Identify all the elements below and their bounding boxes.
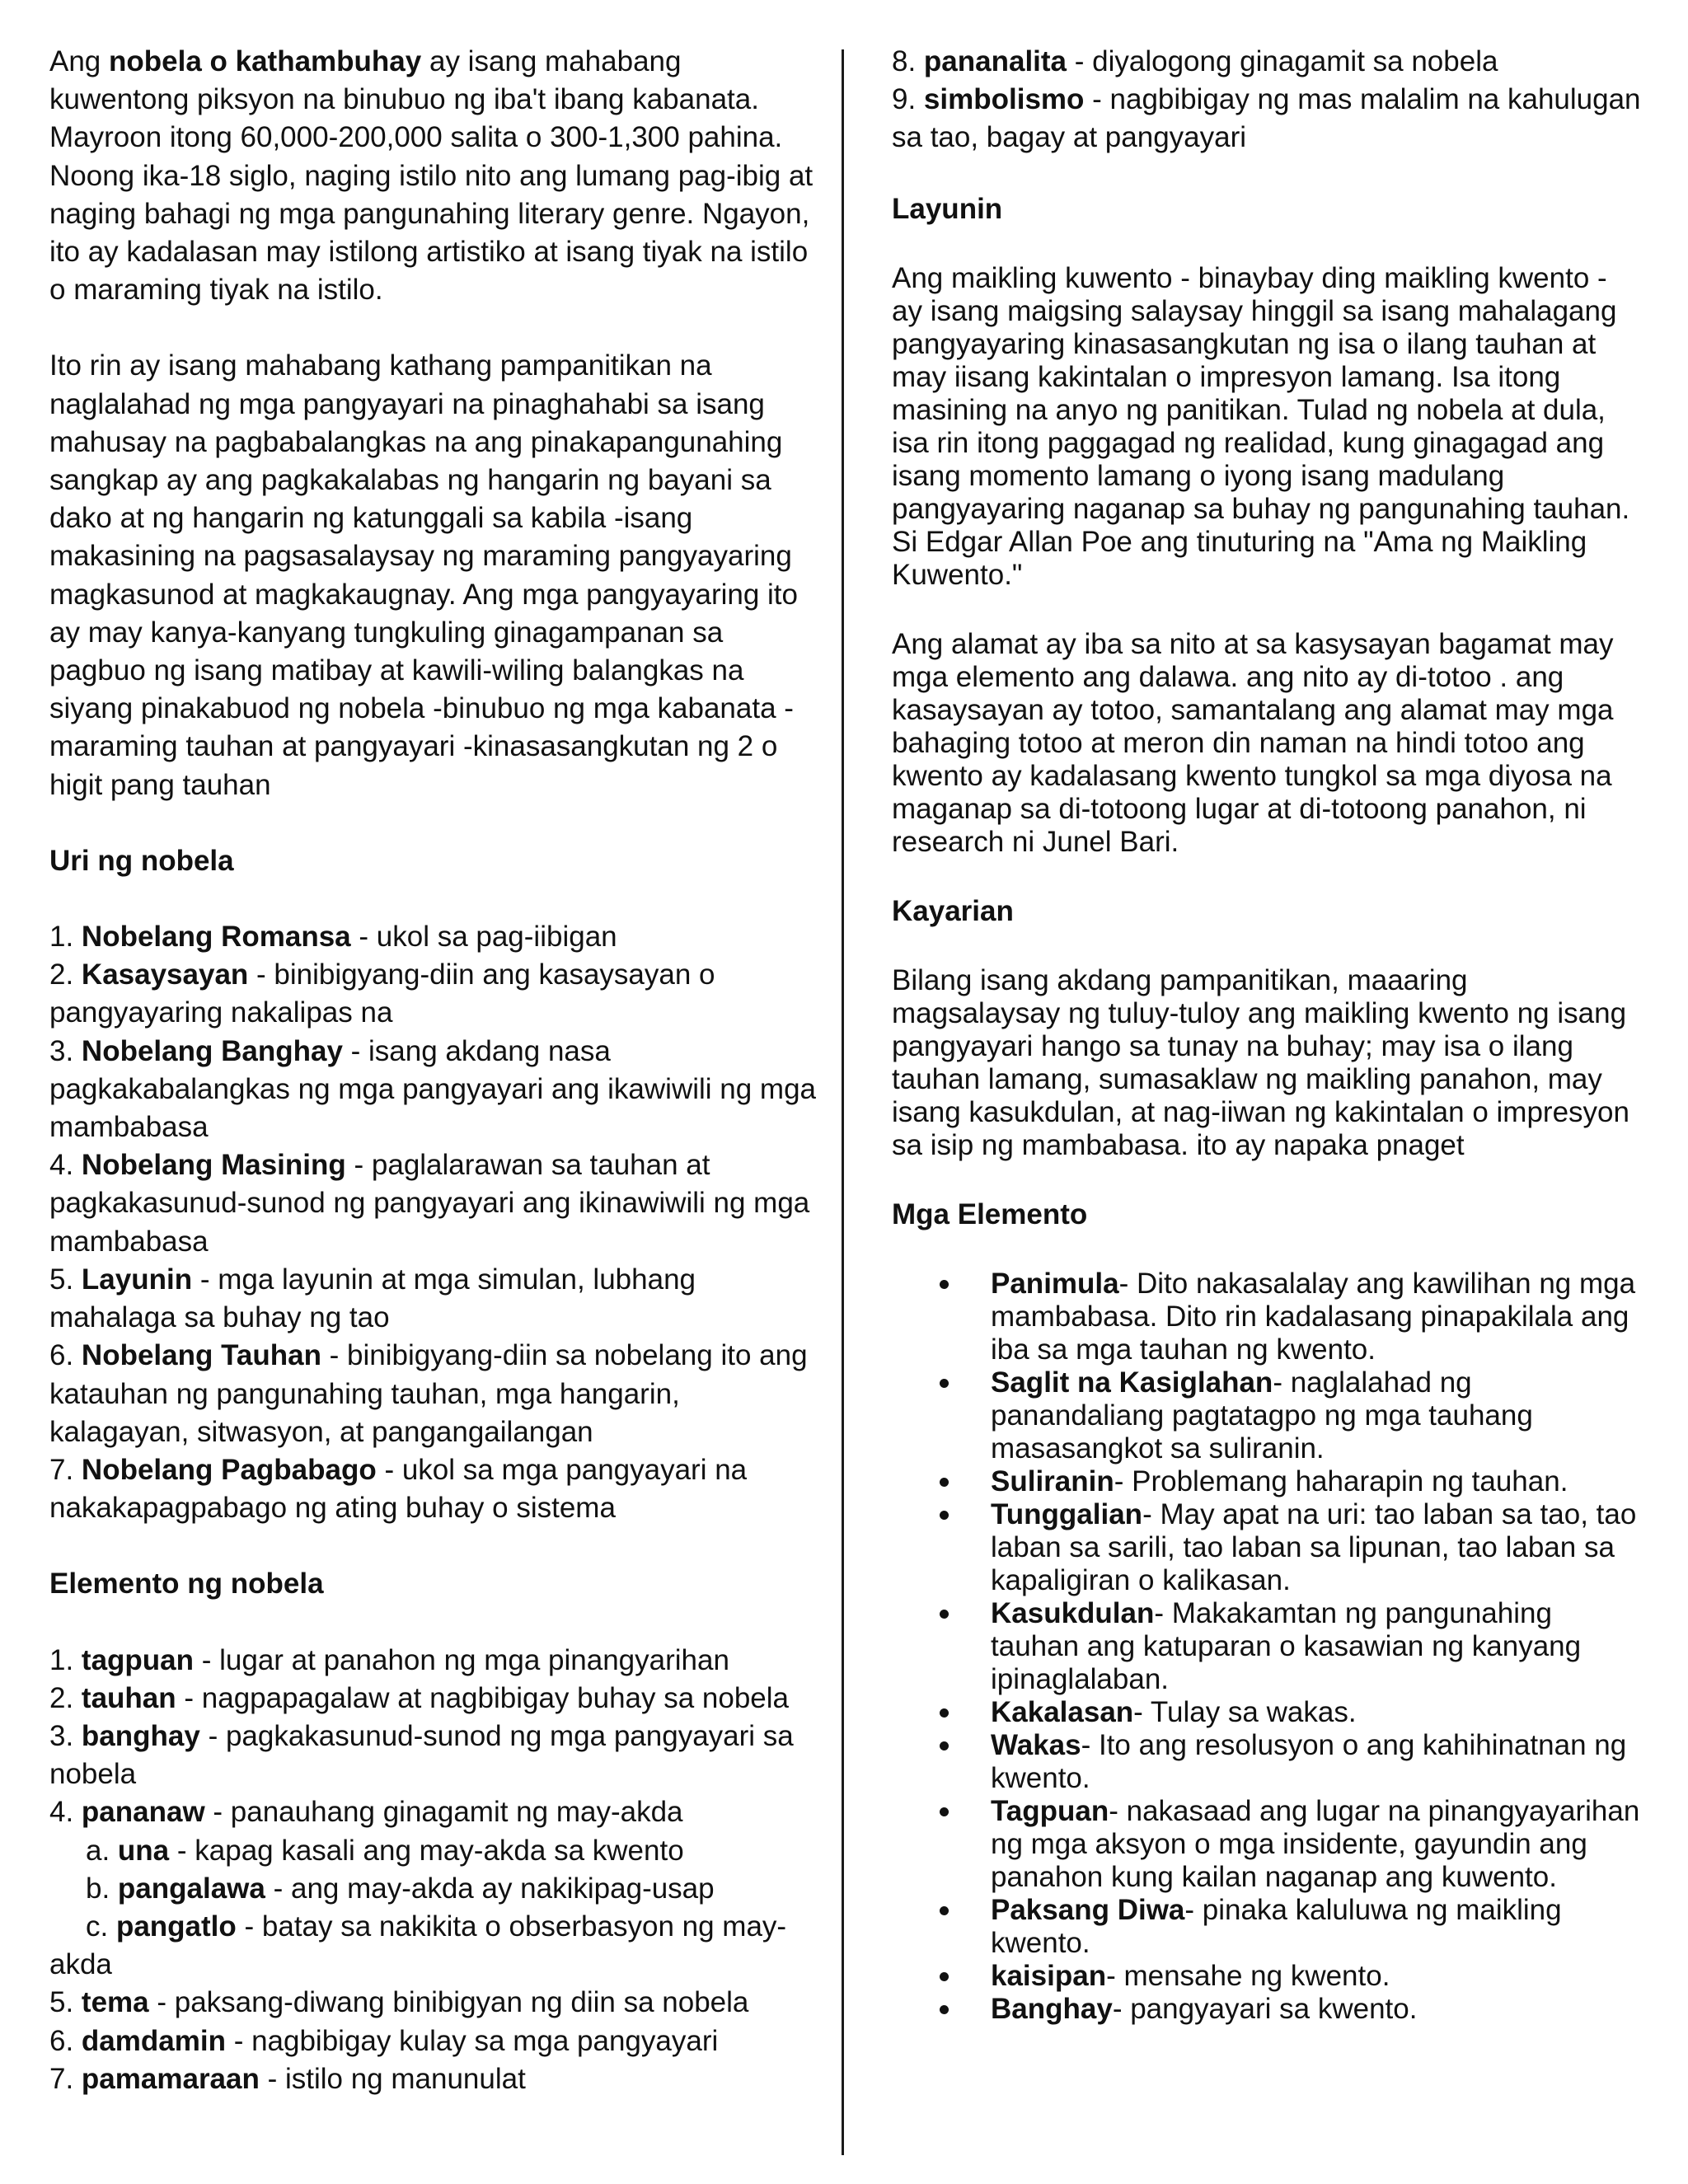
left-column	[49, 43, 816, 2098]
bullet-icon	[940, 1972, 949, 1981]
bullet-item: Saglit na Kasiglahan- naglalahad ng panandaliang pagtatagpo ng mga tauhang masasangkot sa suliranin.	[892, 1366, 1642, 1465]
elemento-item: 4. pananaw - panauhang ginagamit ng may-akda	[49, 1796, 683, 1829]
mga-elemento-list	[892, 1268, 1642, 2026]
bullet-icon	[940, 1610, 949, 1619]
elemento-item: 7. pamamaraan - istilo ng manunulat	[49, 2062, 526, 2095]
bullet-icon	[940, 1379, 949, 1388]
bullet-item: Panimula- Dito nakasalalay ang kawilihan ng mga mambabasa. Dito rin kadalasang pinapakilala ang iba sa mga tauhan ng kwento.	[892, 1268, 1642, 1366]
second-paragraph: Ito rin ay isang mahabang kathang pampanitikan na naglalahad ng mga pangyayari na pinaghahabi sa isang mahusay na pagbabalangkas na ang pinakapangunahing sangkap ay ang pagkakalabas ng hangarin ng bayani sa dako at ng hangarin ng katunggali sa kabila -isang makasining na pagsasalaysay ng maraming pangyayaring magkasunod at magkakaugnay. Ang mga pangyayaring ito ay may kanya-kanyang tungkuling ginagampanan sa pagbuo ng isang matibay at kawili-wiling balangkas na siyang pinakabuod ng nobela -binubuo ng mga kabanata -maraming tauhan at pangyayari -kinasasangkutan ng 2 o higit pang tauhan	[49, 349, 799, 801]
pananaw-subitem: a. una - kapag kasali ang may-akda sa kwento	[86, 1834, 684, 1867]
pananaw-subitem: c. pangatlo - batay sa nakikita o obserbasyon ng may-akda	[49, 1910, 787, 1981]
layunin-heading: Layunin	[892, 193, 1003, 225]
intro-term: nobela o kathambuhay	[109, 45, 422, 77]
elemento-item: 1. tagpuan - lugar at panahon ng mga pinangyarihan	[49, 1643, 729, 1676]
bullet-icon	[940, 1741, 949, 1750]
kayarian-heading: Kayarian	[892, 895, 1014, 927]
uri-item: 5. Layunin - mga layunin at mga simulan, lubhang mahalaga sa buhay ng tao	[49, 1263, 696, 1334]
elemento-list	[49, 1642, 816, 2098]
bullet-icon	[940, 1906, 949, 1915]
right-column	[892, 43, 1642, 2026]
column-divider	[842, 49, 844, 2155]
uri-heading: Uri ng nobela	[49, 844, 234, 877]
uri-item: 4. Nobelang Masining - paglalarawan sa tauhan at pagkakasunud-sunod ng pangyayari ang ikinawiwili ng mga mambabasa	[49, 1149, 810, 1258]
intro-prefix: Ang	[49, 45, 109, 77]
elemento-list-continued	[892, 43, 1642, 157]
bullet-icon	[940, 1478, 949, 1487]
bullet-item: Paksang Diwa- pinaka kaluluwa ng maikling kwento.	[892, 1894, 1642, 1960]
bullet-item: Kakalasan- Tulay sa wakas.	[892, 1696, 1642, 1729]
bullet-item: Tunggalian- May apat na uri: tao laban sa tao, tao laban sa sarili, tao laban sa lipunan, tao laban sa kapaligiran o kalikasan.	[892, 1498, 1642, 1597]
elemento-item: 3. banghay - pagkakasunud-sunod ng mga pangyayari sa nobela	[49, 1719, 794, 1791]
elemento-item: 2. tauhan - nagpapagalaw at nagbibigay buhay sa nobela	[49, 1681, 790, 1714]
layunin-paragraph: Ang maikling kuwento - binaybay ding maikling kwento - ay isang maigsing salaysay hinggil sa isang mahalagang pangyayaring kinasasangkutan ng isa o ilang tauhan at may iisang kakintalan o impresyon lamang. Isa itong masining na anyo ng panitikan. Tulad ng nobela at dula, isa rin itong paggagad ng realidad, kung ginagagad ang isang momento lamang o iyong isang madulang pangyayaring naganap sa buhay ng pangunahing tauhan. Si Edgar Allan Poe ang tinuturing na "Ama ng Maikling Kuwento."	[892, 262, 1630, 591]
bullet-icon	[940, 1280, 949, 1289]
bullet-item: Wakas- Ito ang resolusyon o ang kahihinatnan ng kwento.	[892, 1729, 1642, 1795]
kayarian-paragraph: Bilang isang akdang pampanitikan, maaaring magsalaysay ng tuluy-tuloy ang maikling kwento ng isang pangyayari hango sa tunay na buhay; may isa o ilang tauhan lamang, sumasaklaw ng maikling panahon, may isang kasukdulan, at nag-iiwan ng kakintalan o impresyon sa isip ng mambabasa. ito ay napaka pnaget	[892, 964, 1629, 1161]
bullet-icon	[940, 1807, 949, 1816]
intro-text: ay isang mahabang kuwentong piksyon na binubuo ng iba't ibang kabanata. Mayroon itong 60,000-200,000 salita o 300-1,300 pahina. Noong ika-18 siglo, naging istilo nito ang lumang pag-ibig at naging bahagi ng mga pangunahing literary genre. Ngayon, ito ay kadalasan may istilong artistiko at isang tiyak na istilo o maraming tiyak na istilo.	[49, 45, 814, 307]
uri-item: 1. Nobelang Romansa - ukol sa pag-iibigan	[49, 921, 617, 954]
uri-item: 3. Nobelang Banghay - isang akdang nasa pagkakabalangkas ng mga pangyayari ang ikawiwili ng mga mambabasa	[49, 1034, 817, 1144]
bullet-icon	[940, 2005, 949, 2014]
bullet-icon	[940, 1708, 949, 1718]
mga-elemento-heading: Mga Elemento	[892, 1198, 1088, 1230]
bullet-item: Tagpuan- nakasaad ang lugar na pinangyayarihan ng mga aksyon o mga insidente, gayundin ang panahon kung kailan naganap ang kuwento.	[892, 1795, 1642, 1894]
elemento-item: 6. damdamin - nagbibigay kulay sa mga pangyayari	[49, 2024, 719, 2057]
elemento-heading: Elemento ng nobela	[49, 1568, 324, 1601]
pananaw-subitem: b. pangalawa - ang may-akda ay nakikipag-usap	[86, 1872, 715, 1905]
bullet-icon	[940, 1511, 949, 1520]
elemento-item: 9. simbolismo - nagbibigay ng mas malalim na kahulugan sa tao, bagay at pangyayari	[892, 83, 1641, 153]
bullet-item: kaisipan- mensahe ng kwento.	[892, 1960, 1642, 1993]
bullet-item: Suliranin- Problemang haharapin ng tauhan.	[892, 1465, 1642, 1498]
elemento-item: 8. pananalita - diyalogong ginagamit sa nobela	[892, 45, 1498, 77]
elemento-item: 5. tema - paksang-diwang binibigyan ng diin sa nobela	[49, 1986, 749, 2019]
bullet-item: Kasukdulan- Makakamtan ng pangunahing tauhan ang katuparan o kasawian ng kanyang ipinaglalaban.	[892, 1597, 1642, 1696]
uri-item: 2. Kasaysayan - binibigyang-diin ang kasaysayan o pangyayaring nakalipas na	[49, 958, 715, 1029]
uri-item: 6. Nobelang Tauhan - binibigyang-diin sa nobelang ito ang katauhan ng pangunahing tauhan, mga hangarin, kalagayan, sitwasyon, at pangangailangan	[49, 1339, 808, 1448]
alamat-paragraph: Ang alamat ay iba sa nito at sa kasysayan bagamat may mga elemento ang dalawa. ang nito ay di-totoo . ang kasaysayan ay totoo, samantalang ang alamat may mga bahaging totoo at meron din naman na hindi totoo ang kwento ay kadalasang kwento tungkol sa mga diyosa na maganap sa di-totoong lugar at di-totoong panahon, ni research ni Junel Bari.	[892, 628, 1614, 858]
bullet-item: Banghay- pangyayari sa kwento.	[892, 1993, 1642, 2026]
uri-item: 7. Nobelang Pagbabago - ukol sa mga pangyayari na nakakapagpabago ng ating buhay o sistema	[49, 1453, 748, 1525]
uri-list	[49, 918, 816, 1527]
intro-paragraph	[49, 43, 816, 309]
